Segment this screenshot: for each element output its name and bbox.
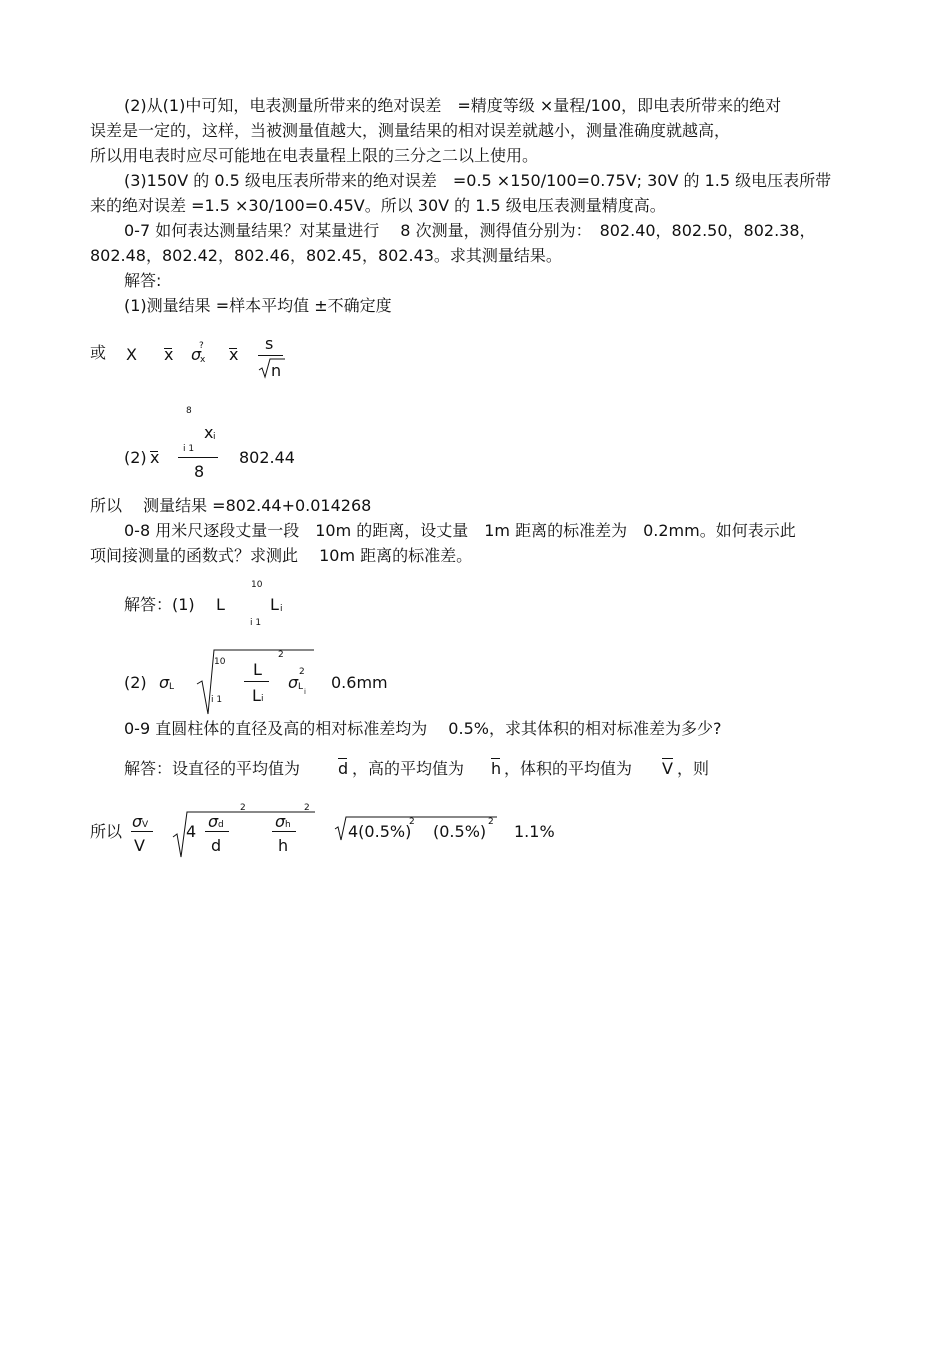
eq-subscript: V [142, 820, 149, 830]
fraction-numerator: L [253, 660, 262, 679]
eq-number: 4 [186, 822, 197, 841]
answer-label: 解答: [124, 271, 162, 290]
eq-subscript: i [304, 688, 306, 696]
fraction-numerator: x [204, 423, 214, 442]
fraction-bar [205, 831, 229, 832]
fraction-denominator: n [271, 361, 282, 380]
eq-superscript: 2 [409, 817, 415, 827]
sum-lower-limit: i 1 [250, 618, 262, 628]
paragraph: (1)测量结果 =样本平均值 ±不确定度 [124, 296, 392, 315]
eq-symbol: x [150, 448, 160, 467]
fraction-numerator: σ [275, 812, 286, 831]
fraction-denominator: h [278, 836, 289, 855]
eq-symbol: X [126, 345, 137, 364]
eq-subscript: x [200, 355, 206, 365]
paragraph: 项间接测量的函数式？求测此 10m 距离的标准差。 [90, 546, 473, 565]
eq-subscript: i [280, 604, 283, 614]
eq-symbol: h [491, 759, 502, 778]
paragraph: 802.48，802.42，802.46，802.45，802.43。求其测量结果。 [90, 246, 562, 265]
paragraph-text: ，体积的平均值为 [504, 759, 633, 778]
eq-superscript: 2 [488, 817, 494, 827]
eq-term: 4(0.5%) [348, 822, 412, 841]
question-0-7: 0-7 如何表达测量结果？对某量进行 8 次测量，测得值分别为： 802.40，802.50，802.38， [124, 221, 816, 240]
sum-lower-limit: i 1 [183, 444, 195, 454]
paragraph: 来的绝对误差 =1.5 ×30/100=0.45V。所以 30V 的 1.5 级电压表测量精度高。 [90, 196, 666, 215]
fraction-denominator: d [211, 836, 222, 855]
eq-superscript: 2 [240, 803, 246, 813]
eq-superscript: 2 [304, 803, 310, 813]
eq-label: 解答：(1) [124, 595, 195, 614]
paragraph-text: ，高的平均值为 [352, 759, 465, 778]
eq-symbol: σ [191, 345, 202, 364]
paragraph: 所以 测量结果 =802.44+0.014268 [90, 496, 372, 515]
fraction-numerator: σ [132, 812, 143, 831]
fraction-denominator: L [252, 686, 261, 705]
eq-term: (0.5%) [433, 822, 487, 841]
eq-symbol: L [270, 595, 279, 614]
eq-result: 0.6mm [331, 673, 388, 692]
eq-label: (2) [124, 673, 147, 692]
fraction-bar [258, 355, 283, 356]
fraction-bar [272, 831, 296, 832]
fraction-denominator: 8 [194, 462, 205, 481]
paragraph-text: 解答：设直径的平均值为 [124, 759, 301, 778]
eq-symbol: x [229, 345, 239, 364]
eq-subscript: i [213, 432, 216, 442]
fraction-numerator: σ [208, 812, 219, 831]
eq-subscript: h [285, 820, 291, 830]
eq-subscript: L [169, 682, 175, 692]
eq-symbol: σ [159, 673, 170, 692]
eq-result: 1.1% [514, 822, 555, 841]
eq-symbol: x [164, 345, 174, 364]
eq-label: (2) [124, 448, 147, 467]
paragraph-text: ，则 [677, 759, 710, 778]
paragraph: (2)从(1)中可知，电表测量所带来的绝对误差 =精度等级 ×量程/100，即电表所带来的绝对 [124, 96, 782, 115]
eq-prefix: 所以 [90, 822, 123, 841]
fraction-numerator: s [265, 334, 274, 353]
eq-result: 802.44 [239, 448, 295, 467]
fraction-bar [178, 457, 218, 458]
eq-symbol: d [338, 759, 349, 778]
sum-upper-limit: 10 [251, 580, 263, 590]
eq-subscript: i [261, 694, 264, 704]
fraction-denominator: V [134, 836, 145, 855]
paragraph: (3)150V 的 0.5 级电压表所带来的绝对误差 =0.5 ×150/100=0.75V; 30V 的 1.5 级电压表所带 [124, 171, 832, 190]
paragraph: 所以用电表时应尽可能地在电表量程上限的三分之二以上使用。 [90, 146, 539, 165]
paragraph: 误差是一定的，这样，当被测量值越大，测量结果的相对误差就越小，测量准确度就越高， [90, 121, 731, 140]
fraction-bar [244, 681, 269, 682]
eq-symbol: L [216, 595, 225, 614]
question-0-8: 0-8 用米尺逐段丈量一段 10m 的距离，设丈量 1m 距离的标准差为 0.2mm。如何表示此 [124, 521, 796, 540]
eq-subscript: L [298, 682, 304, 692]
eq-superscript: 2 [299, 667, 305, 677]
sum-lower-limit: i 1 [211, 695, 223, 705]
fraction-bar [131, 831, 153, 832]
sum-upper-limit: 10 [214, 657, 226, 667]
eq-symbol: ? [199, 341, 204, 351]
eq-symbol: σ [288, 673, 299, 692]
eq-symbol: V [662, 759, 673, 778]
question-0-9: 0-9 直圆柱体的直径及高的相对标准差均为 0.5%，求其体积的相对标准差为多少? [124, 719, 722, 738]
eq-superscript: 2 [278, 650, 284, 660]
sum-upper-limit: 8 [186, 406, 192, 416]
eq-subscript: d [218, 820, 224, 830]
eq-prefix: 或 [90, 343, 107, 362]
